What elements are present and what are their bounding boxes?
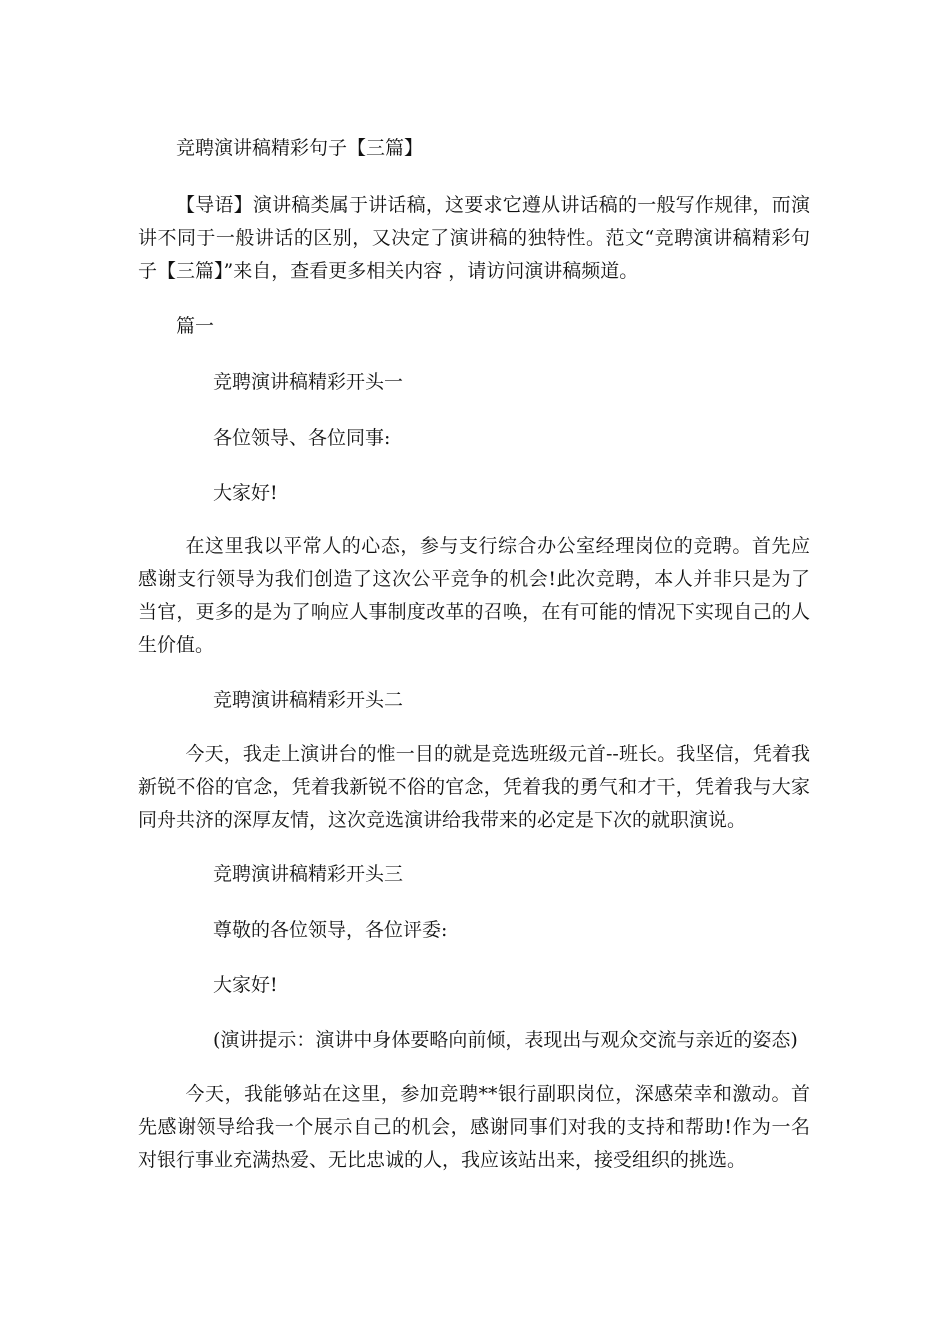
intro-paragraph: 【导语】演讲稿类属于讲话稿，这要求它遵从讲话稿的一般写作规律，而演讲不同于一般讲话的区别，又决定了演讲稿的独特性。范文“竞聘演讲稿精彩句子【三篇】”来自，查看更多相关内容 ，请访问演讲稿频道。 xyxy=(138,194,810,282)
opening2-body: 今天，我走上演讲台的惟一目的就是竞选班级元首--班长。我坚信，凭着我新锐不俗的官念，凭着我新锐不俗的官念，凭着我的勇气和才干，凭着我与大家同舟共济的深厚友情，这次竞选演讲给我带来的必定是下次的就职演说。 xyxy=(138,743,810,831)
opening1-body: 在这里我以平常人的心态，参与支行综合办公室经理岗位的竞聘。首先应感谢支行领导为我们创造了这次公平竞争的机会!此次竞聘，本人并非只是为了当官，更多的是为了响应人事制度改革的召唤，在有可能的情况下实现自己的人生价值。 xyxy=(138,535,810,656)
opening3-greeting: 大家好! xyxy=(213,974,278,996)
opening3-body: 今天，我能够站在这里，参加竞聘**银行副职岗位，深感荣幸和激动。首先感谢领导给我一个展示自己的机会，感谢同事们对我的支持和帮助!作为一名对银行事业充满热爱、无比忠诚的人，我应该站出来，接受组织的挑选。 xyxy=(138,1083,810,1171)
opening3-salutation: 尊敬的各位领导，各位评委: xyxy=(213,919,448,941)
opening3-tip: (演讲提示：演讲中身体要略向前倾，表现出与观众交流与亲近的姿态) xyxy=(213,1029,798,1051)
opening2-heading: 竞聘演讲稿精彩开头二 xyxy=(213,689,404,711)
opening1-greeting: 大家好! xyxy=(213,482,278,504)
opening1-heading: 竞聘演讲稿精彩开头一 xyxy=(213,371,404,393)
opening3-heading: 竞聘演讲稿精彩开头三 xyxy=(213,863,404,885)
document-title: 竞聘演讲稿精彩句子【三篇】 xyxy=(176,137,424,159)
opening1-salutation: 各位领导、各位同事: xyxy=(213,427,391,449)
section-label: 篇一 xyxy=(176,315,215,337)
